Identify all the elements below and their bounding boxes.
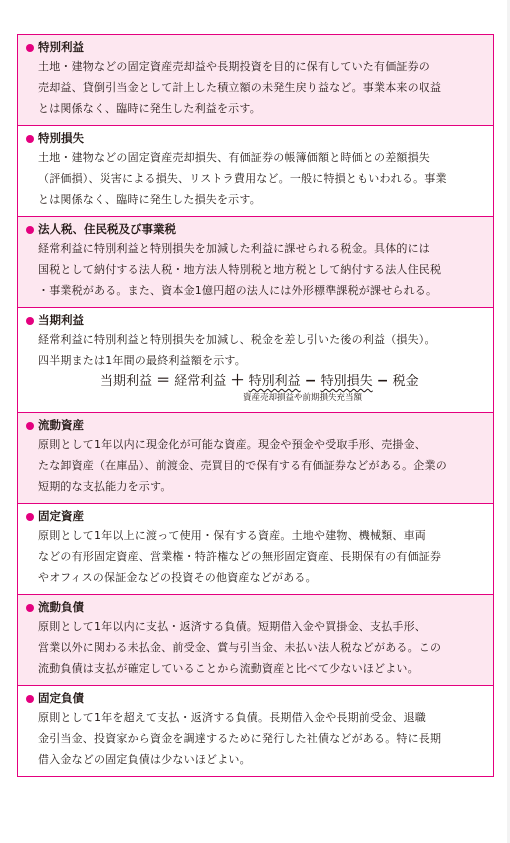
bullet-icon xyxy=(26,135,34,143)
bullet-icon xyxy=(26,513,34,521)
glossary-entry-net-income xyxy=(17,308,494,413)
description-line: 四半期または1年間の最終利益額を示す。 xyxy=(38,354,246,367)
entry-description xyxy=(38,707,485,770)
glossary-entry-current-liabilities xyxy=(17,595,494,686)
formula-result: 当期利益 xyxy=(100,374,153,389)
entry-description xyxy=(38,238,485,301)
glossary-entry-fixed-assets xyxy=(17,504,494,595)
glossary-table xyxy=(17,34,494,777)
description-line: 原則として1年以内に現金化が可能な資産。現金や預金や受取手形、売掛金、 xyxy=(38,438,426,451)
description-line: 土地・建物などの固定資産売却益や長期投資を目的に保有していた有価証券の xyxy=(38,60,430,73)
glossary-entry-corporate-taxes xyxy=(17,217,494,308)
formula-term: 特別利益 xyxy=(248,374,301,389)
formula-note: 資産売却損益や前期損失充当額 xyxy=(243,393,363,403)
entry-term: 特別利益 xyxy=(38,40,84,54)
entry-term: 法人税、住民税及び事業税 xyxy=(38,222,176,236)
entry-description xyxy=(38,56,485,119)
entry-term: 流動負債 xyxy=(38,600,84,614)
bullet-icon xyxy=(26,695,34,703)
description-line: 借入金などの固定負債は少ないほどよい。 xyxy=(38,753,251,766)
bullet-icon xyxy=(26,226,34,234)
entry-term: 固定負債 xyxy=(38,691,84,705)
description-line: ・事業税がある。また、資本金1億円超の法人には外形標準課税が課せられる。 xyxy=(38,284,438,297)
formula-equals: ＝ xyxy=(156,373,171,389)
description-line: 短期的な支払能力を示す。 xyxy=(38,480,172,493)
glossary-entry-current-assets xyxy=(17,413,494,504)
entry-description xyxy=(38,329,485,371)
formula-plus: ＋ xyxy=(230,373,245,389)
description-line: 営業以外に関わる未払金、前受金、賞与引当金、未払い法人税などがある。この xyxy=(38,641,442,654)
description-line: 売却益、貸倒引当金として計上した積立額の未発生戻り益など。事業本来の収益 xyxy=(38,81,442,94)
description-line: とは関係なく、臨時に発生した利益を示す。 xyxy=(38,102,261,115)
description-line: 国税として納付する法人税・地方法人特別税と地方税として納付する法人住民税 xyxy=(38,263,442,276)
bullet-icon xyxy=(26,604,34,612)
formula-term: 税金 xyxy=(392,374,419,389)
description-line: などの有形固定資産、営業権・特許権などの無形固定資産、長期保有の有価証券 xyxy=(38,550,442,563)
bullet-icon xyxy=(26,44,34,52)
description-line: 金引当金、投資家から資金を調達するために発行した社債などがある。特に長期 xyxy=(38,732,442,745)
net-income-formula xyxy=(100,371,485,392)
description-line: 土地・建物などの固定資産売却損失、有価証券の帳簿価額と時価との差額損失 xyxy=(38,151,430,164)
entry-term: 流動資産 xyxy=(38,418,84,432)
description-line: やオフィスの保証金などの投資その他資産などがある。 xyxy=(38,571,317,584)
glossary-entry-extraordinary-income xyxy=(17,35,494,126)
description-line: （評価損）、災害による損失、リストラ費用など。一般に特損ともいわれる。事業 xyxy=(38,172,447,185)
entry-term: 固定資産 xyxy=(38,509,84,523)
formula-minus: − xyxy=(376,373,389,389)
formula-minus: − xyxy=(304,373,317,389)
glossary-entry-fixed-liabilities xyxy=(17,686,494,777)
description-line: 流動負債は支払が確定していることから流動資産と比べて少ないほどよい。 xyxy=(38,662,419,675)
glossary-entry-extraordinary-loss xyxy=(17,126,494,217)
formula-term: 特別損失 xyxy=(320,374,373,389)
description-line: 原則として1年を超えて支払・返済する負債。長期借入金や長期前受金、退職 xyxy=(38,711,426,724)
entry-description xyxy=(38,616,485,679)
description-line: 経常利益に特別利益と特別損失を加減した利益に課せられる税金。具体的には xyxy=(38,242,430,255)
entry-description xyxy=(38,434,485,497)
entry-description xyxy=(38,525,485,588)
description-line: とは関係なく、臨時に発生した損失を示す。 xyxy=(38,193,261,206)
entry-term: 当期利益 xyxy=(38,313,84,327)
bullet-icon xyxy=(26,317,34,325)
bullet-icon xyxy=(26,422,34,430)
entry-term: 特別損失 xyxy=(38,131,84,145)
description-line: たな卸資産（在庫品）、前渡金、売買目的で保有する有価証券などがある。企業の xyxy=(38,459,447,472)
formula-term: 経常利益 xyxy=(174,374,227,389)
description-line: 原則として1年以内に支払・返済する負債。短期借入金や買掛金、支払手形、 xyxy=(38,620,426,633)
description-line: 経常利益に特別利益と特別損失を加減し、税金を差し引いた後の利益（損失）。 xyxy=(38,333,436,346)
description-line: 原則として1年以上に渡って使用・保有する資産。土地や建物、機械類、車両 xyxy=(38,529,426,542)
entry-description xyxy=(38,147,485,210)
